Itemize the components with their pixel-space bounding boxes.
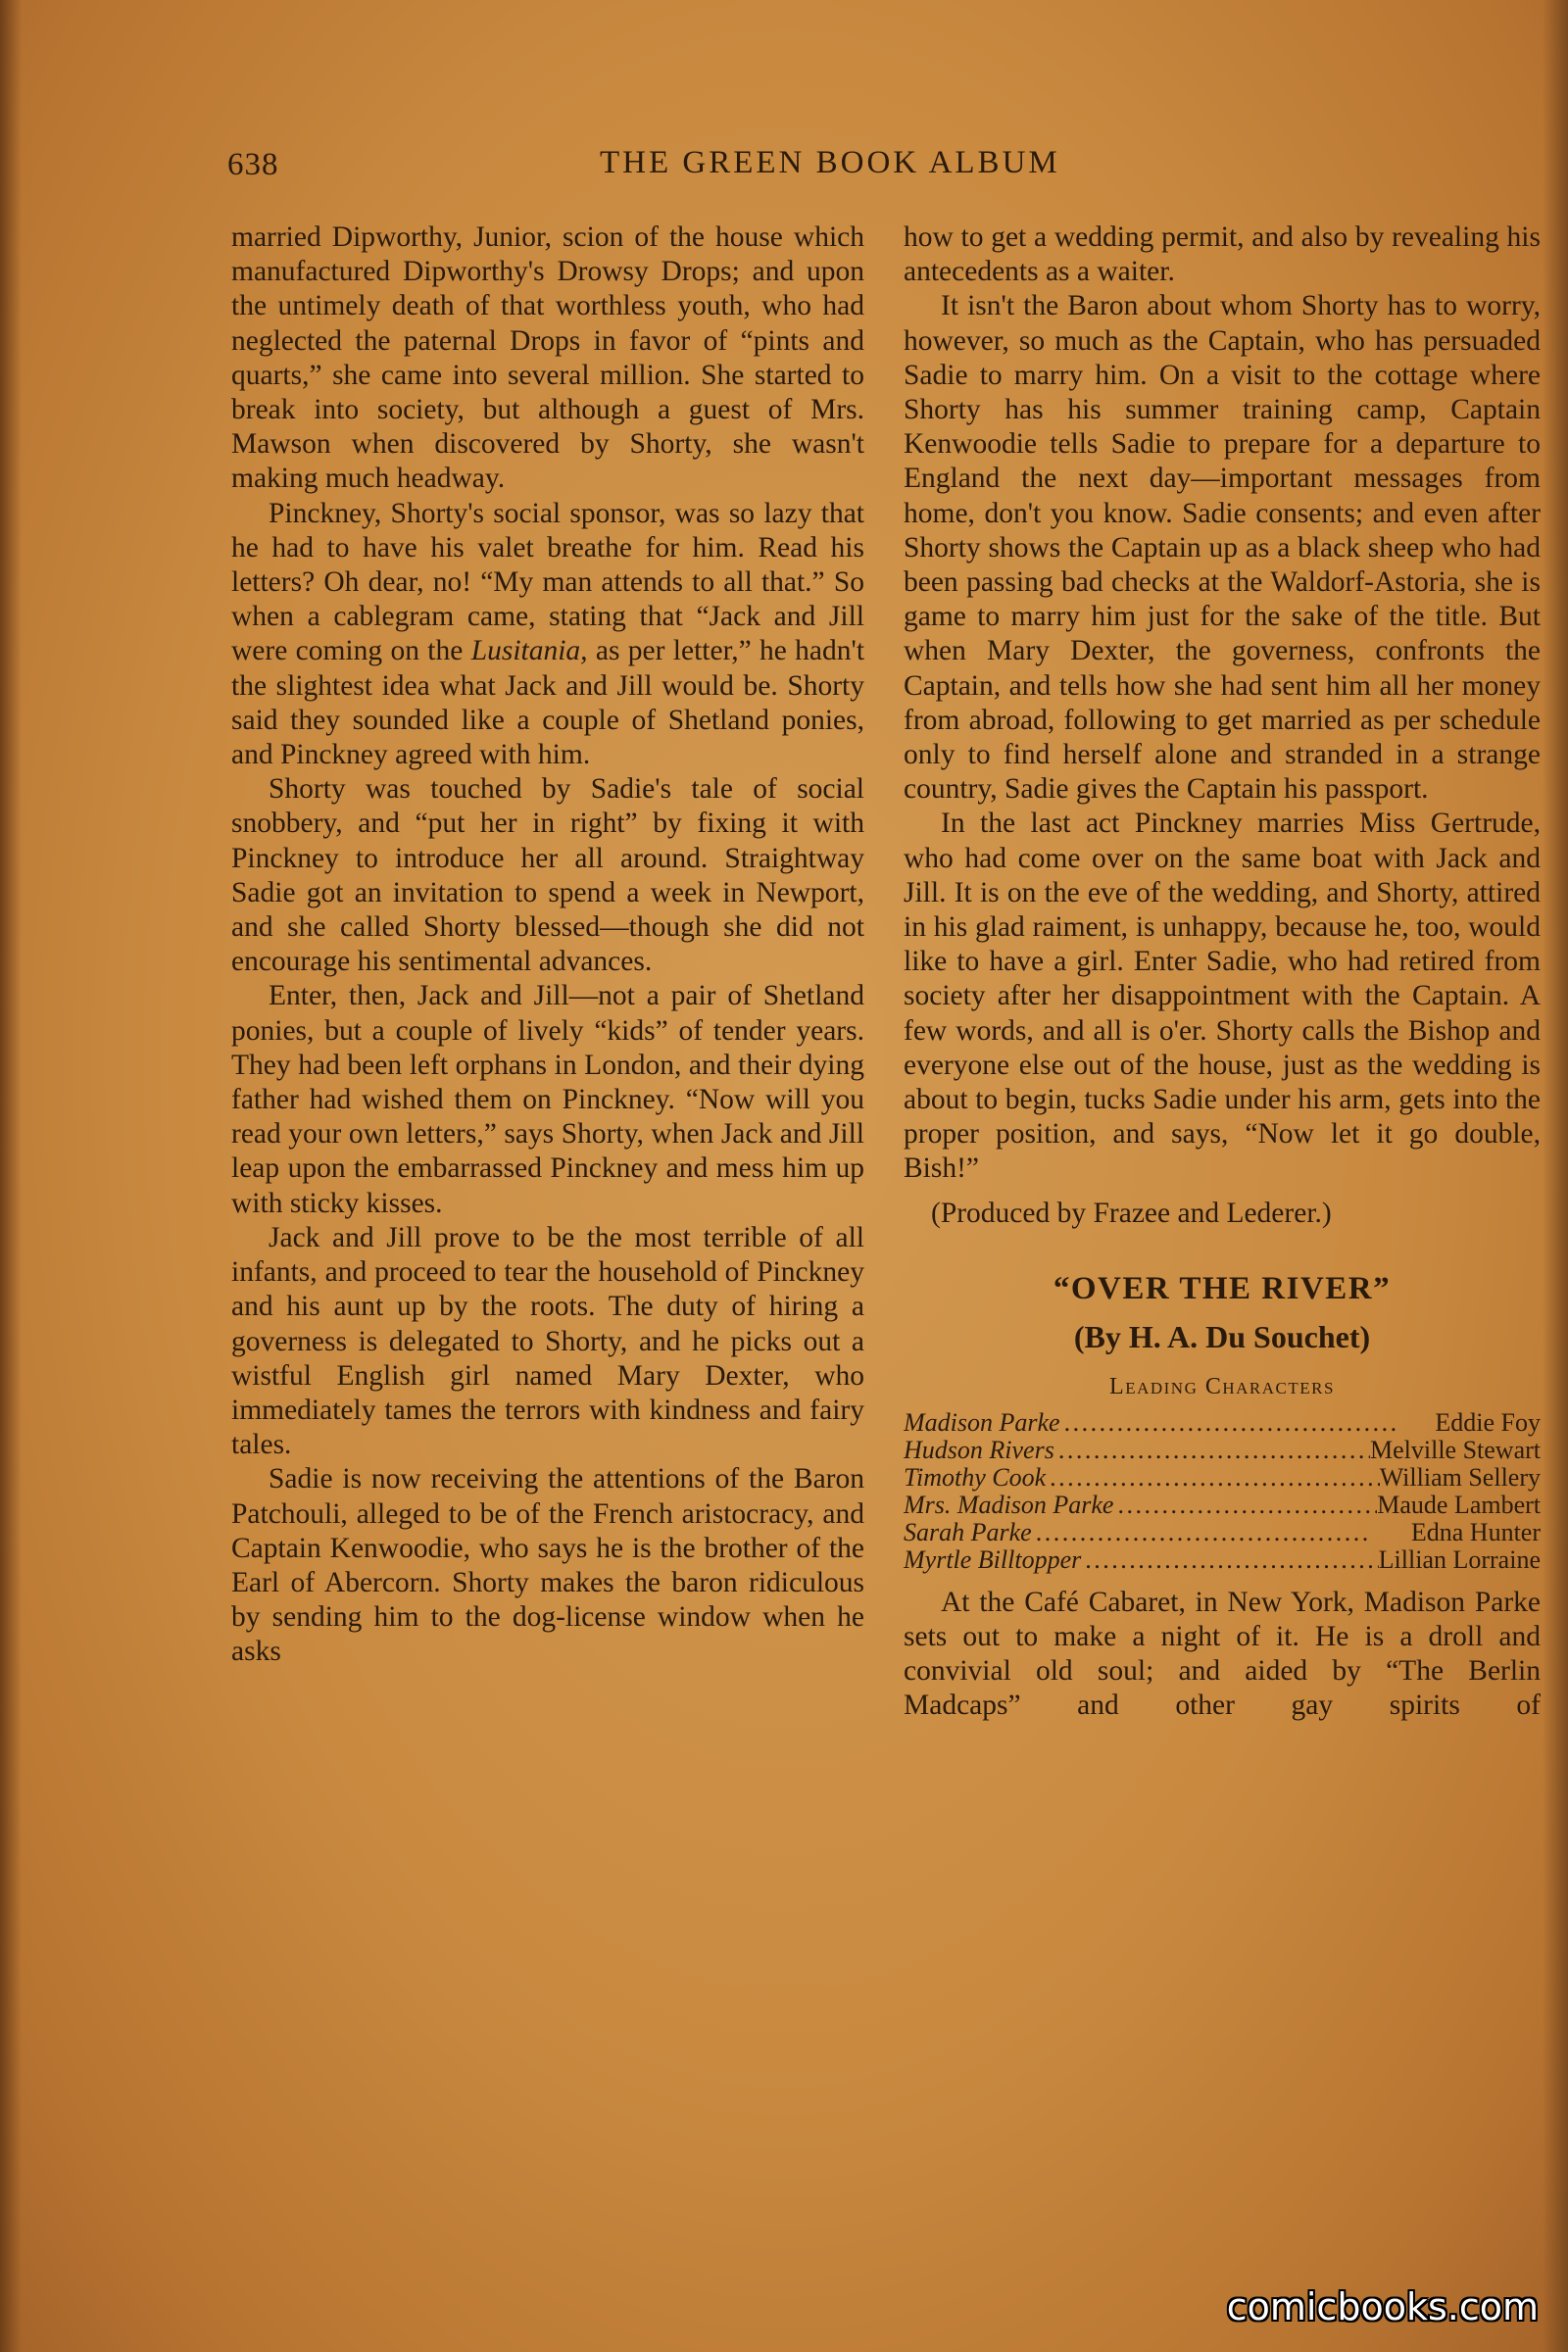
cast-role: Hudson Rivers: [904, 1436, 1054, 1464]
play-author: (By H. A. Du Souchet): [1073, 1319, 1371, 1355]
page-header: [227, 145, 1492, 194]
ship-name: Lusitania,: [470, 635, 588, 667]
running-title: THE GREEN BOOK ALBUM: [600, 145, 1060, 180]
cast-role: Timothy Cook: [904, 1463, 1047, 1492]
cast-role: Mrs. Madison Parke: [904, 1491, 1114, 1519]
cast-role: Sarah Parke: [904, 1518, 1032, 1546]
left-column: [231, 220, 864, 1670]
cast-heading: Leading Characters: [1109, 1374, 1335, 1400]
paragraph: Jack and Jill prove to be the most terrible of all infants, and proceed to tear the household of Pinckney and his aunt up by the roots. The duty of hiring a governess is delegated to Shorty, and he picks out a wistful English girl named Mary Dexter, who immediately tames the terrors with kindness and fairy tales.: [231, 1221, 864, 1461]
site-watermark: comicbooks.com: [1226, 2285, 1539, 2328]
cast-role: Madison Parke: [904, 1408, 1060, 1437]
cast-actor: Melville Stewart: [1369, 1436, 1541, 1464]
paragraph: It isn't the Baron about whom Shorty has to worry, however, so much as the Captain, who has persuaded Sadie to marry him. On a visit to the cottage where Shorty has his summer training camp, Captain Kenwoodie tells Sadie to prepare for a departure to England the next day—important messages from home, don't you know. Sadie consents; and even after Shorty shows the Captain up as a black sheep who had been passing bad checks at the Waldorf-Astoria, she is game to marry him just for the sake of the title. But when Mary Dexter, the governess, confronts the Captain, and tells how she had sent him all her money from abroad, following to get married as per schedule only to find herself alone and stranded in a strange country, Sadie gives the Captain his passport.: [904, 290, 1541, 806]
cast-role: Myrtle Billtopper: [904, 1545, 1082, 1574]
paragraph: At the Café Cabaret, in New York, Madison Parke sets out to make a night of it. He is a droll and convivial old soul; and aided by “The Berlin Madcaps” and other gay spirits of: [904, 1586, 1541, 1722]
page-edge-shadow-left: [0, 0, 22, 2352]
cast-row: [904, 1464, 1541, 1492]
paragraph: Sadie is now receiving the attentions of the Baron Patchouli, alleged to be of the French aristocracy, and Captain Kenwoodie, who says he is the brother of the Earl of Abercorn. Shorty makes the baron ridiculous by sending him to the dog-license window when he asks: [231, 1463, 864, 1668]
paragraph: Pinckney, Shorty's social sponsor, was so lazy that he had to have his valet breathe for him. Read his letters? Oh dear, no! “My man attends to all that.” So when a cablegram came, stating that “Jack and Jill were coming on the Lusitania, as per letter,” he hadn't the slightest idea what Jack and Jill would be. Shorty said they sounded like a couple of Shetland ponies, and Pinckney agreed with him.: [231, 497, 865, 771]
cast-row: [904, 1546, 1541, 1574]
cast-actor: Eddie Foy: [1435, 1408, 1541, 1437]
paragraph: how to get a wedding permit, and also by revealing his antecedents as a waiter.: [904, 221, 1541, 288]
cast-row: [904, 1437, 1541, 1464]
page-edge-shadow-right: [1543, 0, 1568, 2352]
cast-row: [904, 1492, 1541, 1519]
cast-list: [904, 1409, 1541, 1574]
cast-actor: Edna Hunter: [1410, 1518, 1541, 1546]
cast-actor: Maude Lambert: [1377, 1491, 1541, 1519]
cast-row: [904, 1519, 1541, 1546]
cast-actor: Lillian Lorraine: [1378, 1545, 1541, 1574]
paragraph: Enter, then, Jack and Jill—not a pair of Shetland ponies, but a couple of lively “kids” of tender years. They had been left orphans in London, and their dying father had wished them on Pinckney. “Now will you read your own letters,” says Shorty, when Jack and Jill leap upon the embarrassed Pinckney and mess him up with sticky kisses.: [231, 980, 864, 1219]
right-column: [904, 220, 1541, 1723]
paragraph: Shorty was touched by Sadie's tale of social snobbery, and “put her in right” by fixing it with Pinckney to introduce her all around. Straightway Sadie got an invitation to spend a week in Newport, and she called Shorty blessed—though she did not encourage his sentimental advances.: [231, 773, 864, 978]
production-credit: (Produced by Frazee and Lederer.): [931, 1197, 1332, 1229]
paragraph: married Dipworthy, Junior, scion of the house which manufactured Dipworthy's Drowsy Drops; and upon the untimely death of that worthless youth, who had neglected the paternal Drops in favor of “pints and quarts,” she came into several million. She started to break into society, but although a guest of Mrs. Mawson when discovered by Shorty, she wasn't making much headway.: [231, 221, 864, 495]
cast-actor: William Sellery: [1379, 1463, 1541, 1492]
play-title: “OVER THE RIVER”: [1053, 1270, 1392, 1306]
page-number: 638: [227, 147, 279, 182]
cast-row: [904, 1409, 1541, 1437]
paragraph: In the last act Pinckney marries Miss Gertrude, who had come over on the same boat with Jack and Jill. It is on the eve of the wedding, and Shorty, attired in his glad raiment, is unhappy, because he, too, would like to have a girl. Enter Sadie, who had retired from society after her disappointment with the Captain. A few words, and all is o'er. Shorty calls the Bishop and everyone else out of the house, just as the wedding is about to begin, tucks Sadie under his arm, gets into the proper position, and says, “Now let it go double, Bish!”: [904, 808, 1541, 1185]
